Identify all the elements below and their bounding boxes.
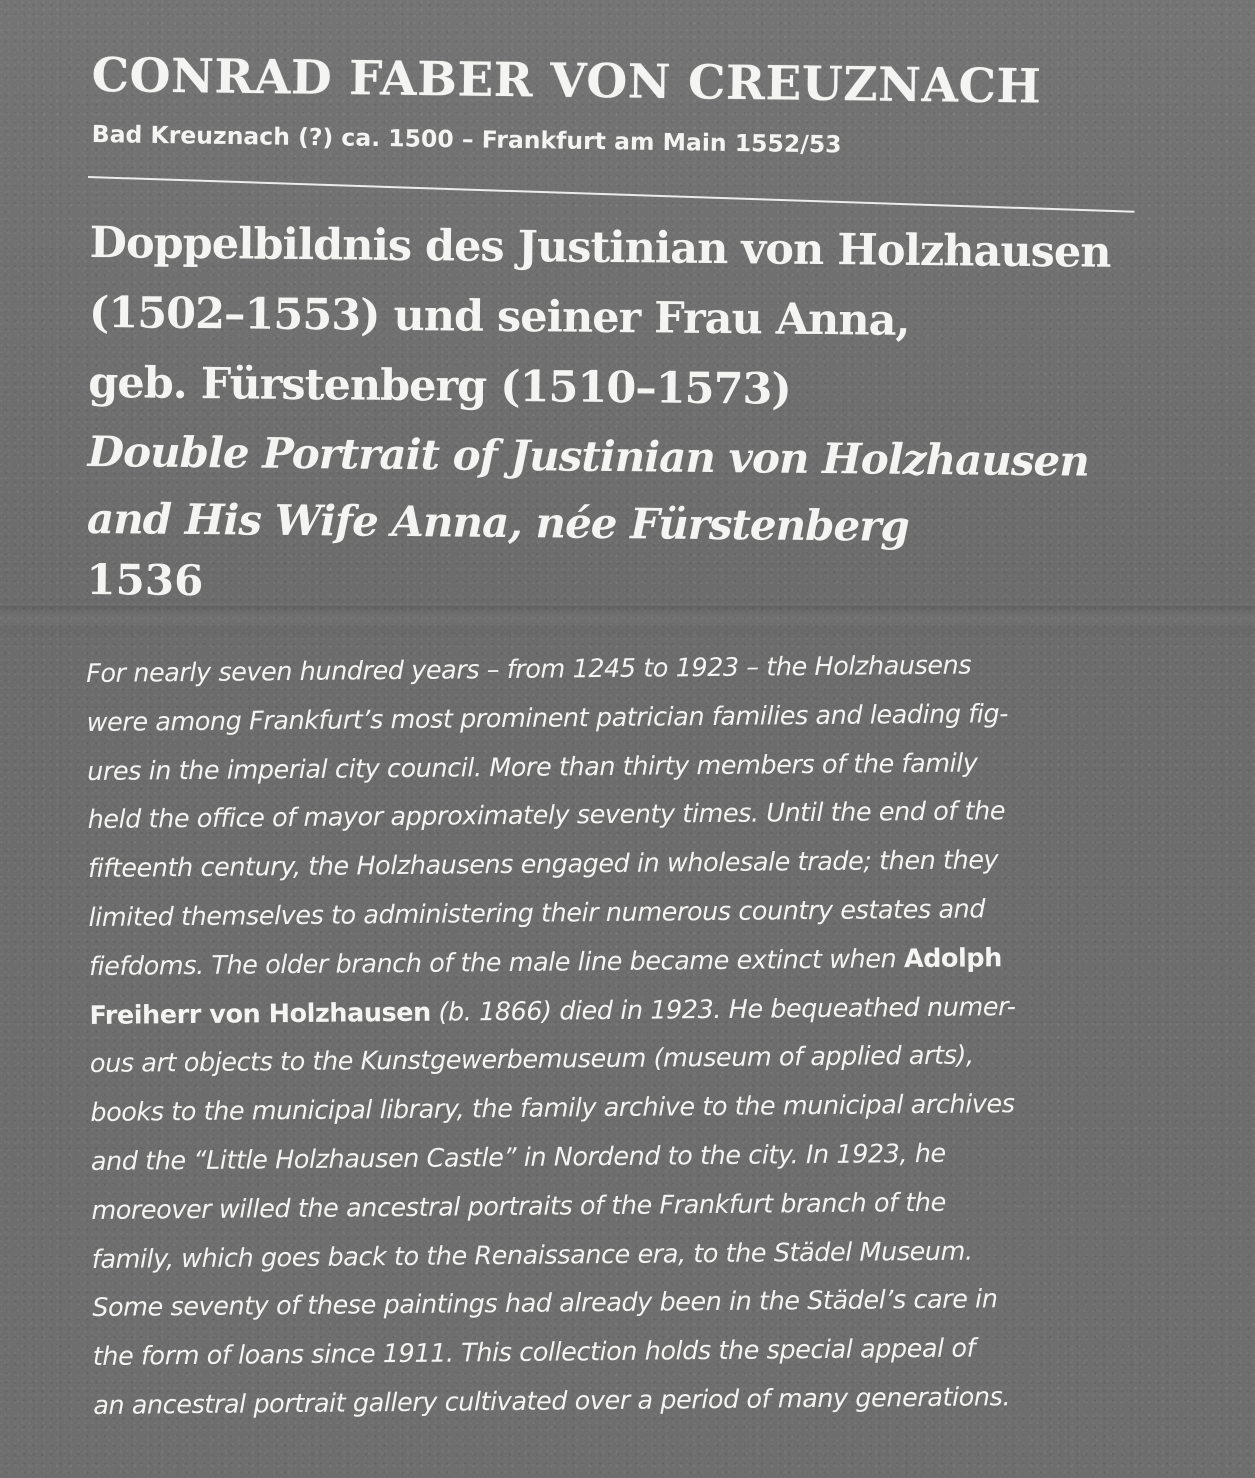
artwork-year: 1536 [86,554,204,606]
highlighted-name-part-1: Adolph [903,943,1002,974]
artist-dates: Bad Kreuznach (?) ca. 1500 – Frankfurt am Main 1552/53 [91,119,842,159]
description-line-6: limited themselves to administering their numerous country estates and [88,894,986,933]
description-line-15: the form of loans since 1911. This collection holds the special appeal of [92,1333,976,1373]
title-de-line-3: geb. Fürstenberg (1510–1573) [88,357,792,415]
description-line-13: family, which goes back to the Renaissance era, to the Städel Museum. [91,1236,973,1275]
description-line-12: moreover willed the ancestral portraits of the Frankfurt branch of the [91,1187,946,1226]
description-line-10: books to the municipal library, the family archive to the municipal archives [90,1089,1015,1129]
description-text [86,640,1168,1431]
title-de-line-2: (1502–1553) und seiner Frau Anna, [88,287,910,346]
description-line-14: Some seventy of these paintings had already been in the Städel’s care in [92,1284,998,1324]
highlighted-name-part-2: Freiherr von Holzhausen [89,997,431,1031]
divider-line [88,176,1134,213]
description-line-1: For nearly seven hundred years – from 1245 to 1923 – the Holzhausens [86,650,972,689]
artist-name: CONRAD FABER VON CREUZNACH [91,48,1042,115]
description-line-4: held the office of mayor approximately seventy times. Until the end of the [87,796,1006,836]
description-line-7-text: fiefdoms. The older branch of the male line became extinct when [88,943,905,982]
description-line-11: and the “Little Holzhausen Castle” in Nordend to the city. In 1923, he [90,1138,946,1177]
description-line-16: an ancestral portrait gallery cultivated over a period of many generations. [93,1382,1011,1421]
description-line-5: fifteenth century, the Holzhausens engaged in wholesale trade; then they [87,845,999,885]
artwork-title-block [86,208,1190,619]
description-line-3: ures in the imperial city council. More than thirty members of the family [87,748,978,787]
description-line-8-text: (b. 1866) died in 1923. He bequeathed numer- [430,991,1016,1028]
title-de-line-1: Doppelbildnis des Justinian von Holzhausen [89,217,1111,278]
title-en-line-1: Double Portrait of Justinian von Holzhausen [87,426,1090,486]
title-en-line-2: and His Wife Anna, née Fürstenberg [86,493,910,551]
description-line-9: ous art objects to the Kunstgewerbemuseum (museum of applied arts), [89,1040,974,1080]
description-line-2: were among Frankfurt’s most prominent patrician families and leading fig- [86,698,1009,738]
